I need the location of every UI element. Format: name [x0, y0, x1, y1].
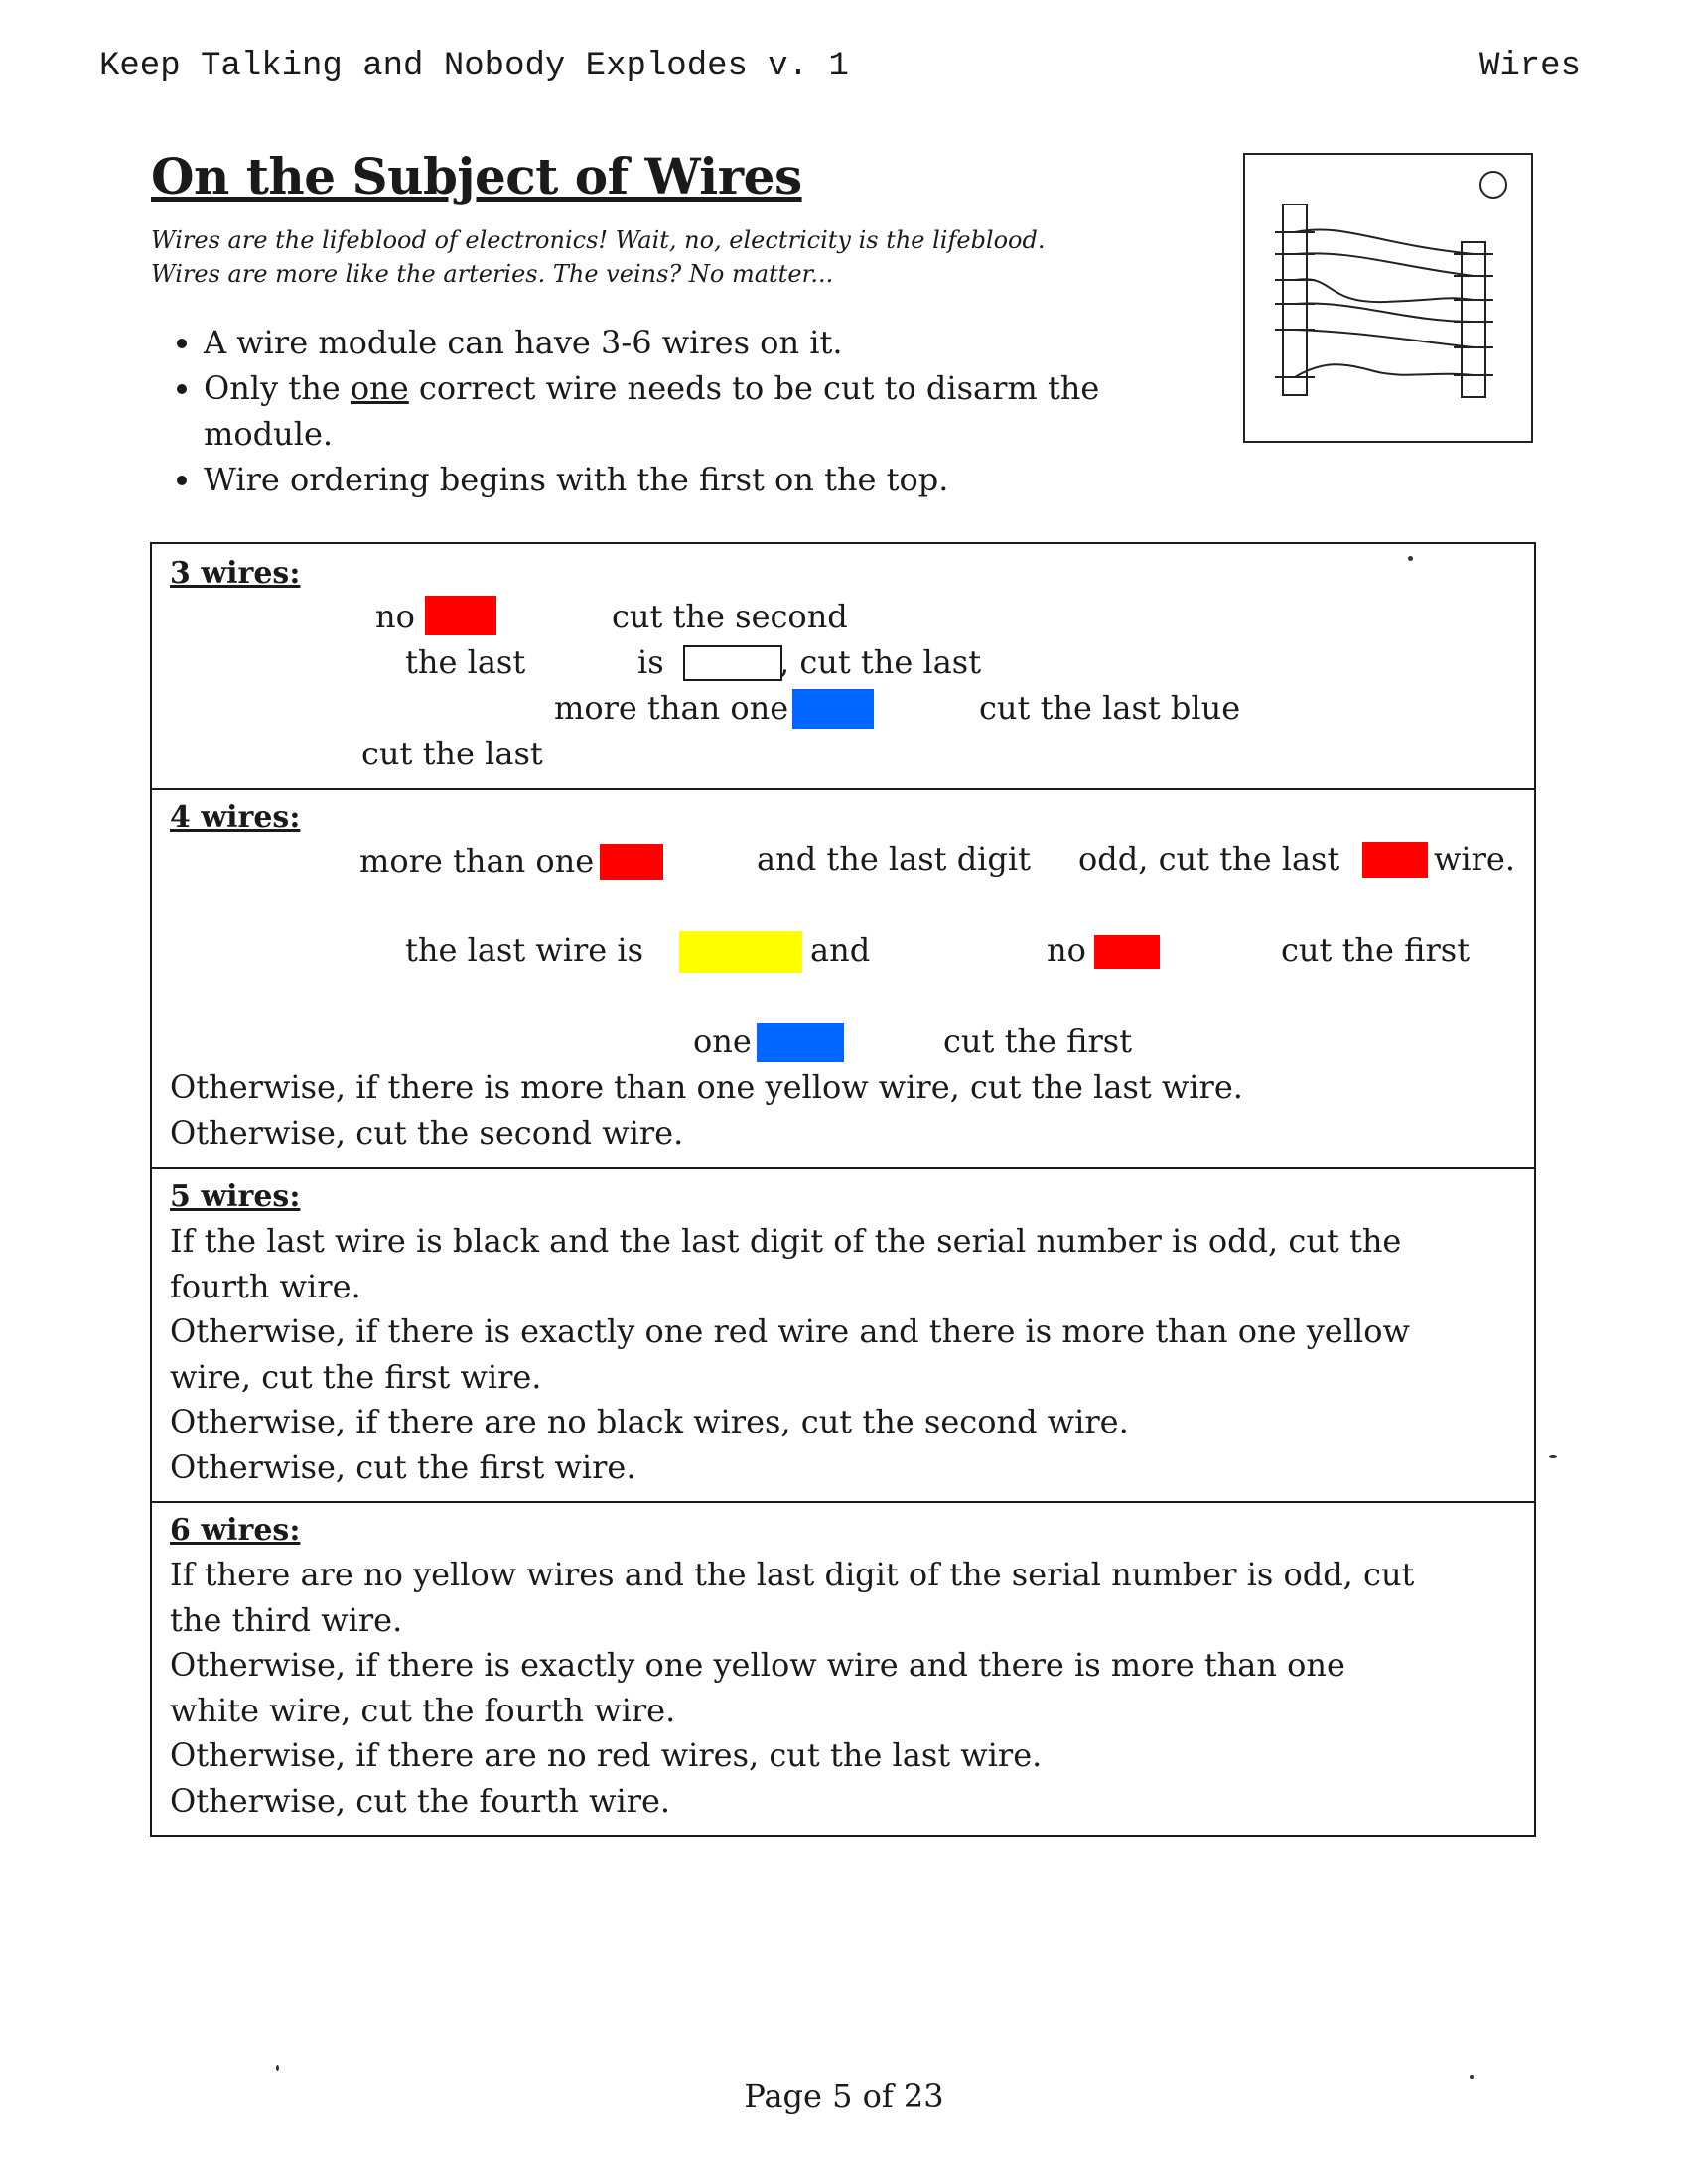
rule-line: the third wire. [170, 1600, 403, 1639]
rule-fragment: odd, cut the last [1078, 840, 1340, 878]
rule-fragment: cut the second [612, 598, 848, 635]
rule-fragment: wire. [1434, 840, 1516, 878]
rule-fragment: , cut the last [779, 643, 982, 681]
red-wire-swatch [600, 844, 663, 880]
wire-module-illustration [1245, 155, 1531, 441]
six-wires-rules [170, 1553, 1414, 1825]
page-number: Page 5 of 23 [744, 2077, 944, 2115]
red-wire-swatch [1094, 935, 1160, 969]
rule-line: white wire, cut the fourth wire. [170, 1691, 676, 1729]
bullet-text: correct wire needs to be cut to disarm the module. [204, 369, 1100, 453]
rule-fragment: is [637, 643, 664, 681]
rule-line: fourth wire. [170, 1267, 361, 1305]
underlined-word: one [350, 369, 409, 407]
rule-fragment: no [1047, 931, 1086, 969]
rule-fragment: more than one [554, 689, 789, 727]
bullet-item: • Wire ordering begins with the first on the top. [204, 457, 1236, 502]
four-wires-heading: 4 wires: [170, 800, 301, 835]
paper-speck [276, 2065, 279, 2071]
rule-line: Otherwise, cut the second wire. [170, 1114, 684, 1152]
status-light-icon [1480, 172, 1506, 198]
rule-fragment: one [693, 1023, 752, 1060]
three-wires-heading: 3 wires: [170, 556, 301, 591]
rule-line: If the last wire is black and the last digit of the serial number is odd, cut the [170, 1222, 1402, 1260]
yellow-wire-swatch [679, 931, 802, 973]
rule-fragment: the last wire is [405, 931, 644, 969]
blue-wire-swatch [792, 689, 874, 729]
intro-line-1: Wires are the lifeblood of electronics! Wait, no, electricity is the lifeblood. [151, 226, 1046, 254]
bullet-item [204, 365, 1236, 457]
rule-line: If there are no yellow wires and the last digit of the serial number is odd, cut [170, 1556, 1415, 1593]
wire-module-diagram [1243, 153, 1533, 443]
red-wire-swatch [1362, 842, 1428, 878]
rule-fragment: cut the first [1281, 931, 1471, 969]
paper-speck [1470, 2075, 1474, 2079]
rule-line: Otherwise, if there are no red wires, cut the last wire. [170, 1736, 1043, 1775]
rule-fragment: cut the first [943, 1023, 1133, 1060]
rule-line: wire, cut the first wire. [170, 1357, 542, 1396]
wires-group [1295, 229, 1474, 377]
paper-speck [1549, 1455, 1557, 1458]
rule-fragment: cut the last [361, 735, 543, 772]
rules-bullet-list [164, 320, 1236, 502]
rule-line: Otherwise, cut the fourth wire. [170, 1781, 671, 1820]
rule-line: Otherwise, if there is more than one yellow wire, cut the last wire. [170, 1068, 1243, 1106]
bullet-text: Only the [204, 369, 351, 407]
bullet-item: • A wire module can have 3-6 wires on it. [204, 320, 1236, 365]
rule-fragment: no [375, 598, 415, 635]
rule-fragment: and [810, 931, 871, 969]
page-title: On the Subject of Wires [151, 147, 802, 205]
rule-line: Otherwise, if there are no black wires, cut the second wire. [170, 1403, 1129, 1441]
manual-header-title: Keep Talking and Nobody Explodes v. 1 [99, 48, 849, 85]
intro-line-2: Wires are more like the arteries. The veins? No matter... [151, 260, 834, 288]
six-wires-heading: 6 wires: [170, 1513, 301, 1548]
rule-fragment: the last [405, 643, 526, 681]
five-wires-heading: 5 wires: [170, 1179, 301, 1214]
paper-speck [1408, 556, 1413, 561]
rule-line: Otherwise, if there is exactly one red wire and there is more than one yellow [170, 1312, 1410, 1351]
white-wire-swatch [683, 645, 782, 681]
red-wire-swatch [425, 596, 496, 635]
rule-fragment: more than one [359, 842, 595, 880]
module-name-header: Wires [1478, 48, 1581, 85]
rule-line: Otherwise, if there is exactly one yellow wire and there is more than one [170, 1646, 1345, 1685]
five-wires-rules [170, 1219, 1410, 1491]
rule-fragment: cut the last blue [979, 689, 1241, 727]
rule-line: Otherwise, cut the first wire. [170, 1447, 636, 1486]
rule-fragment: and the last digit [757, 840, 1031, 878]
blue-wire-swatch [757, 1023, 844, 1062]
